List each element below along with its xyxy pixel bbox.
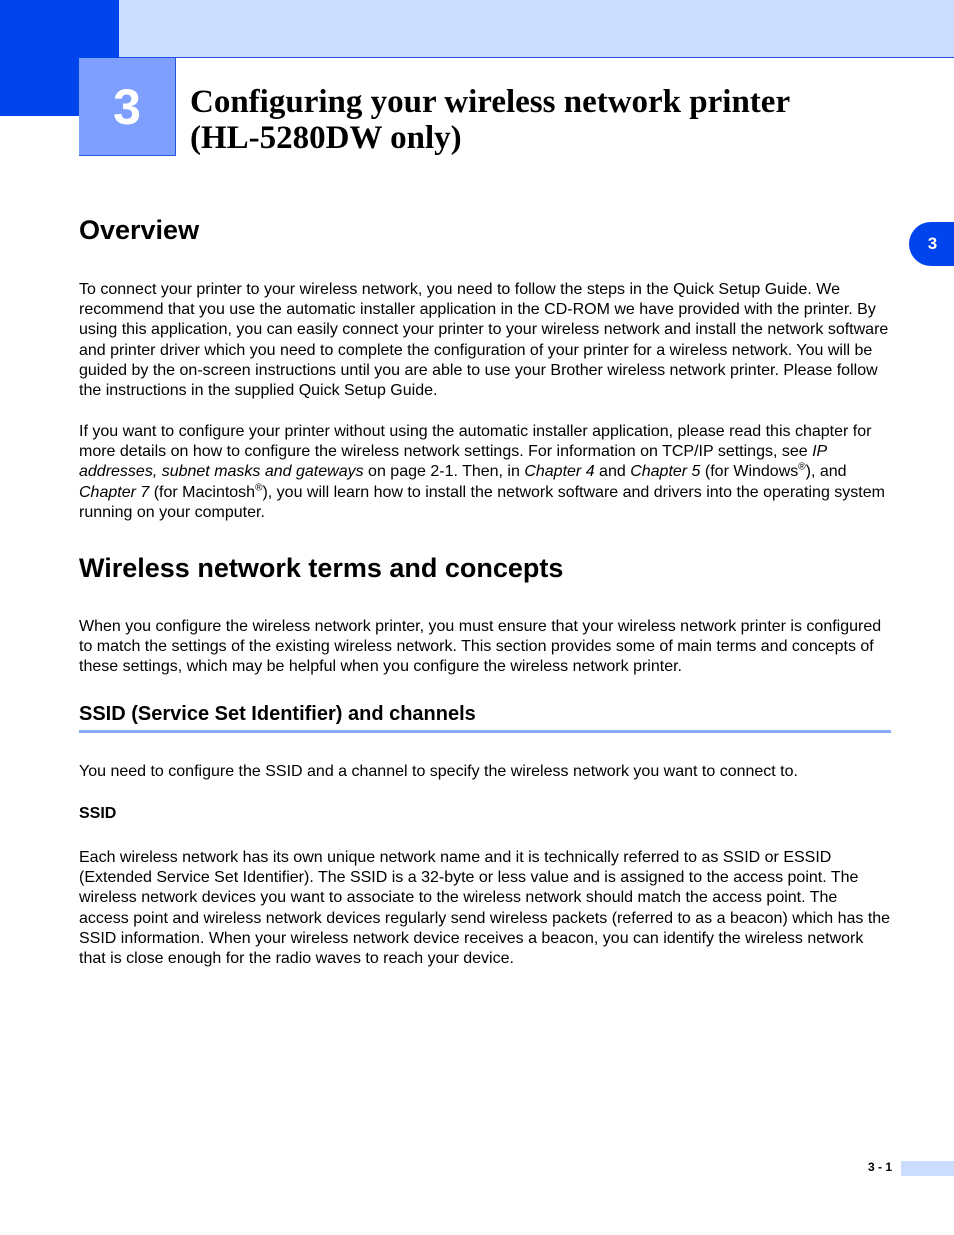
chapter-title-line2: (HL-5280DW only) [190, 120, 462, 156]
ref-chapter-4: Chapter 4 [524, 463, 595, 481]
link-ip-addresses: IP addresses, subnet masks and gateways [79, 443, 827, 481]
ssid-section-heading: SSID (Service Set Identifier) and channels [79, 703, 476, 725]
text-run: ), you will learn how to install the network software and drivers into the operating system running on your computer. [79, 483, 885, 521]
page-number: 3 - 1 [867, 1160, 892, 1174]
side-tab-label: 3 [927, 234, 938, 253]
registered-mark: ® [798, 462, 806, 474]
text-run: (for Macintosh [149, 483, 256, 501]
overview-paragraph-1: To connect your printer to your wireless network, you need to follow the steps in the Quick Setup Guide. We recommend that you use the automatic installer application in the CD-ROM we have provided with the printer. By using this application, you can easily connect your printer to your wireless network and install the network software and printer driver which you need to complete the configuration of your printer for a wireless network. You will be guided by the on-screen instructions until you are able to use your Brother wireless network printer. Please follow the instructions in the supplied Quick Setup Guide. [79, 281, 889, 400]
ssid-subheading: SSID [79, 805, 117, 822]
ssid-section-paragraph: You need to configure the SSID and a channel to specify the wireless network you want to connect to. [79, 763, 798, 780]
text-run: (for Windows [700, 463, 799, 481]
text-run: If you want to configure your printer without using the automatic installer application, please read this chapter for more details on how to configure the wireless network settings. For information on TCP/IP settings, see [79, 423, 872, 461]
terms-paragraph: When you configure the wireless network printer, you must ensure that your wireless network printer is configured to match the settings of the existing wireless network. This section provides some of main terms and concepts of these settings, which may be helpful when you configure the wireless network printer. [79, 618, 882, 676]
chapter-title-line1: Configuring your wireless network printer [190, 84, 791, 120]
chapter-number: 3 [113, 78, 141, 135]
text-run: on page 2-1. Then, in [363, 463, 525, 481]
chapter-number-box [79, 58, 176, 156]
registered-mark: ® [255, 482, 263, 494]
overview-paragraph-2 [79, 422, 891, 523]
footer-bar [901, 1161, 954, 1176]
text-run: ), and [805, 463, 847, 481]
chapter-title [190, 84, 930, 156]
ssid-paragraph: Each wireless network has its own unique network name and it is technically referred to as SSID or ESSID (Extended Service Set Identifier). The SSID is a 32-byte or less value and is assigned to the access point. The wireless network devices you want to associate to the wireless network should match the access point. The access point and wireless network devices regularly send wireless packets (referred to as a beacon) which has the SSID information. When your wireless network device receives a beacon, you can identify the wireless network that is close enough for the radio waves to reach your device. [79, 849, 891, 968]
section-divider [79, 730, 891, 733]
text-run: and [594, 463, 631, 481]
overview-heading: Overview [79, 215, 200, 245]
chapter-side-tab [909, 222, 954, 266]
ref-chapter-5: Chapter 5 [630, 463, 701, 481]
terms-heading: Wireless network terms and concepts [79, 553, 564, 583]
header-band [119, 0, 954, 58]
ref-chapter-7: Chapter 7 [79, 483, 150, 501]
